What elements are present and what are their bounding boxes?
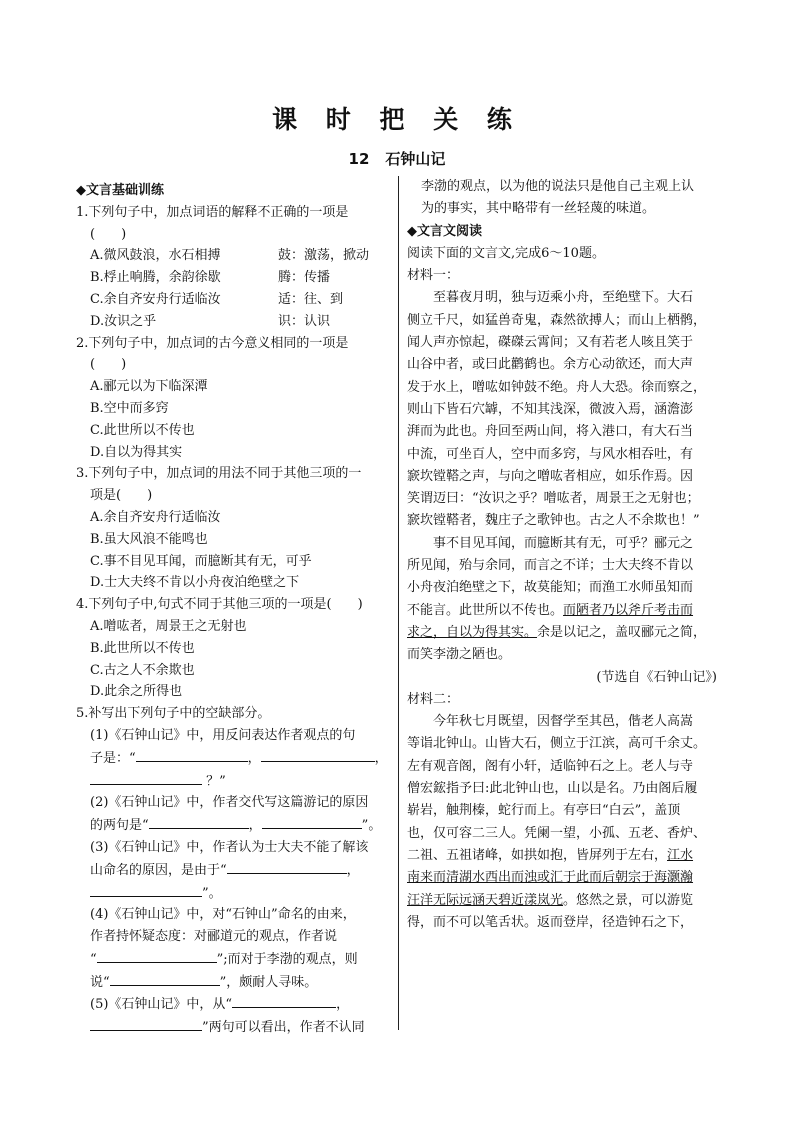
q1-option-b: B.桴止响腾，余韵徐歇 腾：传播 [90,270,331,286]
passage-line: 也，仅可容二三人。凭阑一望，小孤、五老、香炉、 [407,825,707,841]
q2-stem: 2.下列句子中，加点词的古今意义相同的一项是 [76,335,349,351]
passage-line: 所见闻，殆与余同，而言之不详；士大夫终不肯以 [407,558,694,574]
passage-line: 则山下皆石穴罅，不知其浅深，微波入焉，涵澹澎 [407,401,694,417]
underlined-sentence: 汪洋无际远涵天碧近漾岚光 [407,892,564,908]
q1-answer-paren: ( ) [90,226,127,242]
q5-item5-line2: ”两句可以看出，作者不认同 [76,1016,394,1039]
answer-blank[interactable] [227,859,347,874]
passage-line [407,867,725,889]
answer-blank[interactable] [110,971,220,986]
q5-item3: (3)《石钟山记》中，作者认为士大夫不能了解该 [90,839,369,855]
q5-item4-line4: 说“ ”，颇耐人寻味。 [76,971,394,994]
right-column [407,176,725,934]
passage-line: 汪洋无际远涵天碧近漾岚光。悠然之景，可以游览 [407,892,694,908]
passage-line: 中流，可坐百人，空中而多窍，与风水相吞吐，有 [407,446,694,462]
reading-instructions: 阅读下面的文言文,完成6～10题。 [407,245,605,261]
q2-option-a: A.郦元以为下临深潭 [90,379,208,395]
passage-line: 闻人声亦惊起，磔磔云霄间；又有若老人咳且笑于 [407,335,694,351]
page-title: 课 时 把 关 练 [272,105,522,134]
q1-option-d: D.汝识之乎 识：认识 [90,313,331,329]
source-note: (节选自《石钟山记》) [596,669,717,685]
q5-item1-line2: 子是：“ ， ， [76,747,394,770]
passage-line: 僧宏鋐指予曰:此北钟山也，山以是名。乃由阁后履 [407,781,698,797]
passage-line: 侧立千尺，如猛兽奇鬼，森然欲搏人；而山上栖鹘， [407,312,707,328]
answer-blank[interactable] [90,882,202,897]
q5-item4-line2: 作者持怀疑态度：对郦道元的观点，作者说 [90,929,338,945]
answer-blank[interactable] [136,747,248,762]
lesson-number: 12 [348,150,370,168]
underlined-sentence: 求之，自以为得其实。 [407,624,538,640]
section-heading-basics: ◆文言基础训练 [76,183,164,198]
q3-stem-cont: 项是( ) [90,488,153,504]
passage-line: 今年秋七月既望，因督学至其邑，偕老人高嵩 [433,714,694,730]
q4-option-b: B.此世所以不传也 [90,640,195,656]
q4-option-d: D.此余之所得也 [90,684,183,700]
q1-option-a: A.微风鼓浪，水石相搏 鼓：激荡，掀动 [90,248,370,264]
q3-option-d: D.士大夫终不肯以小舟夜泊绝壁之下 [90,575,300,591]
passage-line: 小舟夜泊绝壁之下，故莫能知；而渔工水师虽知而 [407,580,694,596]
q4-option-c: C.古之人不余欺也 [90,662,195,678]
passage-line: 山谷中者，或曰此鹳鹤也。余方心动欲还，而大声 [407,357,694,373]
answer-blank[interactable] [261,747,375,762]
answer-blank[interactable] [262,814,362,829]
passage-line: 等诣北钟山。山皆大石，侧立于江滨，高可千余丈。 [407,736,707,752]
underlined-sentence: 南来而清湖水西出而浊或汇于此而后朝宗于海灏瀚 [407,870,694,886]
column-divider [398,176,399,1030]
passage-line: 二祖、五祖诸峰，如拱如抱，皆屏列于左右，江水 [407,847,694,863]
q3-option-c: C.事不目见耳闻，而臆断其有无，可乎 [90,553,312,569]
q1-stem: 1.下列句子中，加点词语的解释不正确的一项是 [76,204,349,220]
passage-line: 崭岩，触荆榛，蛇行而上。有亭曰“白云”，盖顶 [407,803,681,819]
underlined-sentence: 而陋者乃以斧斤考击而 [563,602,694,618]
q2-option-d: D.自以为得其实 [90,444,183,460]
answer-blank[interactable] [97,948,217,963]
passage-line: 窾坎镗鞳者，魏庄子之歌钟也。古之人不余欺也！” [407,513,700,529]
q3-option-a: A.余自齐安舟行适临汝 [90,509,221,525]
passage-line: 求之，自以为得其实。余是以记之，盖叹郦元之简， [407,624,707,640]
q1-option-c: C.余自齐安舟行适临汝 适：往、到 [90,291,344,307]
q4-option-a: A.噌吰者，周景王之无射也 [90,618,247,634]
q5-item4: (4)《石钟山记》中，对“石钟山”命名的由来， [90,907,356,923]
q2-answer-paren: ( ) [90,357,127,373]
passage-line: 左有观音阁，阁有小轩，适临钟石之上。老人与寺 [407,758,694,774]
q5-item5: (5)《石钟山记》中，从“ ， [76,993,394,1016]
q5-item1-line3: ？” [76,770,394,793]
q4-stem: 4.下列句子中,句式不同于其他三项的一项是( ) [76,597,363,613]
passage-line: 不能言。此世所以不传也。而陋者乃以斧斤考击而 [407,602,694,618]
underlined-sentence: 江水 [667,847,694,863]
material-1-label: 材料一： [407,268,460,284]
carry-over-line: 李渤的观点，以为他的说法只是他自己主观上认 [421,179,695,194]
passage-line: 得，而不可以笔舌状。返而登岸，径造钟石之下， [407,914,694,930]
q5-item3-line2: 山命名的原因，是由于“ ， [76,859,394,882]
q5-item1: (1)《石钟山记》中，用反问表达作者观点的句 [90,727,356,743]
q5-item4-line3: “ ”;而对于李渤的观点，则 [76,948,394,971]
q5-item2: (2)《石钟山记》中，作者交代写这篇游记的原因 [90,795,369,811]
q5-item2-line2: 的两句是“ ， ”。 [76,814,394,837]
answer-blank[interactable] [232,993,336,1008]
answer-blank[interactable] [90,1016,202,1031]
q2-option-c: C.此世所以不传也 [90,422,195,438]
passage-line: 发于水上，噌吰如钟鼓不绝。舟人大恐。徐而察之， [407,379,707,395]
q2-option-b: B.空中而多窍 [90,400,169,416]
passage-line: 事不目见耳闻，而臆断其有无，可乎？郦元之 [433,535,694,551]
carry-over-line: 为的事实，其中略带有一丝轻蔑的味道。 [421,201,656,217]
answer-blank[interactable] [149,814,249,829]
passage-line: 窾坎镗鞳之声，与向之噌吰者相应，如乐作焉。因 [407,468,694,484]
q3-option-b: B.虽大风浪不能鸣也 [90,531,208,547]
passage-line: 湃而为此也。舟回至两山间，将入港口，有大石当 [407,424,694,440]
q5-stem: 5.补写出下列句子中的空缺部分。 [76,706,271,722]
passage-line: 至暮夜月明，独与迈乘小舟，至绝壁下。大石 [433,290,694,306]
material-2-label: 材料二： [407,691,460,707]
lesson-heading [0,148,794,169]
left-column [76,180,394,1039]
lesson-title: 石钟山记 [385,150,446,168]
answer-blank[interactable] [90,770,202,785]
section-heading-reading: ◆文言文阅读 [407,223,482,239]
q5-item3-line3: ”。 [76,882,394,905]
passage-line: 而笑李渤之陋也。 [407,647,512,663]
q3-stem: 3.下列句子中，加点词的用法不同于其他三项的一 [76,466,362,482]
passage-line: 笑谓迈曰：“汝识之乎？噌吰者，周景王之无射也； [407,491,700,507]
